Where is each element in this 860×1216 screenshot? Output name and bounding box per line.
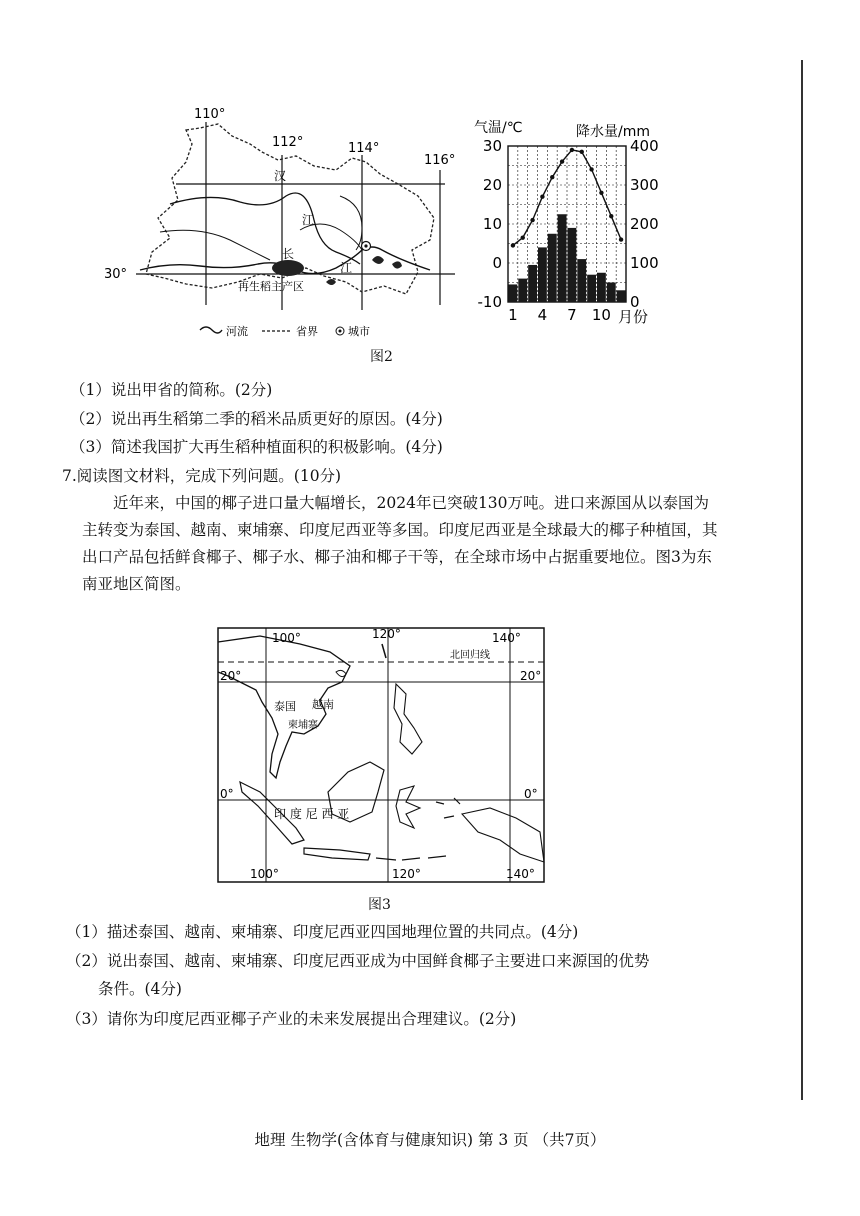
country-indonesia: 印 度 尼 西 亚 bbox=[274, 807, 350, 821]
ytick-right: 300 bbox=[630, 176, 659, 194]
temp-point-9 bbox=[589, 167, 593, 171]
region-label: 再生稻主产区 bbox=[238, 280, 304, 293]
ratoon-rice-area bbox=[272, 260, 304, 276]
ytick-left: 30 bbox=[482, 137, 502, 155]
q7-sub3: （3）请你为印度尼西亚椰子产业的未来发展提出合理建议。(2分) bbox=[66, 1010, 517, 1028]
han-river bbox=[170, 193, 360, 264]
q7-title: 7.阅读图文材料，完成下列问题。(10分) bbox=[62, 467, 342, 485]
temp-point-11 bbox=[609, 214, 613, 218]
precip-bar-3 bbox=[528, 265, 537, 302]
ytick-right: 400 bbox=[630, 137, 659, 155]
city-icon bbox=[362, 242, 371, 251]
temp-point-2 bbox=[521, 235, 525, 239]
svg-text:城市: 城市 bbox=[348, 325, 370, 338]
tributary-2 bbox=[300, 224, 362, 250]
ytick-left: 10 bbox=[482, 215, 502, 233]
lat-right-20: 20° bbox=[520, 669, 542, 683]
precip-bar-6 bbox=[558, 214, 567, 302]
lat-left-20: 20° bbox=[220, 669, 242, 683]
ytick-left: 0 bbox=[492, 254, 502, 272]
temp-point-3 bbox=[530, 218, 534, 222]
lon-label-110: 110° bbox=[194, 107, 226, 122]
chart-ylabel-left: 气温/℃ bbox=[474, 120, 523, 136]
ytick-left: 20 bbox=[482, 176, 502, 194]
country-thailand: 泰国 bbox=[274, 700, 296, 713]
precip-bar-9 bbox=[587, 275, 596, 302]
lon-label-114: 114° bbox=[348, 141, 380, 156]
figure3-caption: 图3 bbox=[368, 897, 391, 913]
lake-2 bbox=[392, 261, 402, 268]
q7-sub1: （1）描述泰国、越南、柬埔寨、印度尼西亚四国地理位置的共同点。(4分) bbox=[66, 923, 579, 941]
q6-sub2: （2）说出再生稻第二季的稻米品质更好的原因。(4分) bbox=[70, 410, 443, 428]
q7-sub2-cont: 条件。(4分) bbox=[98, 980, 182, 998]
ytick-right: 0 bbox=[630, 293, 640, 311]
temp-point-4 bbox=[540, 195, 544, 199]
precip-bar-8 bbox=[577, 259, 586, 302]
map-legend bbox=[200, 324, 370, 338]
svg-text:省界: 省界 bbox=[296, 325, 318, 338]
lon-top-140: 140° bbox=[492, 631, 521, 645]
country-vietnam: 越南 bbox=[312, 698, 334, 711]
lon-bottom-100: 100° bbox=[250, 867, 279, 881]
climate-chart bbox=[468, 112, 678, 332]
river-label-han: 汉 bbox=[274, 169, 287, 183]
tributary-1 bbox=[160, 230, 270, 260]
lon-bottom-120: 120° bbox=[392, 867, 421, 881]
ytick-right: 200 bbox=[630, 215, 659, 233]
lon-bottom-140: 140° bbox=[506, 867, 535, 881]
lat-label-30: 30° bbox=[104, 267, 128, 282]
temp-point-8 bbox=[580, 150, 584, 154]
ytick-left: -10 bbox=[477, 293, 502, 311]
svg-text:河流: 河流 bbox=[226, 325, 248, 338]
map-frame bbox=[218, 628, 544, 882]
lon-top-100: 100° bbox=[272, 631, 301, 645]
xtick: 1 bbox=[508, 306, 518, 324]
temp-point-12 bbox=[619, 237, 623, 241]
figure2-map bbox=[100, 100, 460, 345]
figure3-map bbox=[200, 622, 550, 890]
river-legend-icon bbox=[200, 327, 222, 333]
temp-point-6 bbox=[560, 159, 564, 163]
temp-point-1 bbox=[511, 243, 515, 247]
chart-xlabel: 月份 bbox=[618, 308, 649, 326]
binding-rule bbox=[801, 60, 803, 1100]
xtick: 10 bbox=[591, 306, 611, 324]
tropic-label: 北回归线 bbox=[450, 650, 490, 661]
precip-bar-12 bbox=[617, 290, 626, 302]
lon-label-116: 116° bbox=[424, 153, 456, 168]
lat-left-0: 0° bbox=[220, 787, 234, 801]
precip-bar-1 bbox=[509, 284, 518, 302]
xtick: 4 bbox=[537, 306, 548, 324]
q7-paragraph: 近年来，中国的椰子进口量大幅增长，2024年已突破130万吨。进口来源国从以泰国为主转变为泰国、越南、柬埔寨、印度尼西亚等多国。印度尼西亚是全球最大的椰子种植国，其出口产品包括鲜食椰子、椰子水、椰子油和椰子干等，在全球市场中占据重要地位。图3为东南亚地区简图。 bbox=[82, 494, 718, 593]
chart-ylabel-right: 降水量/mm bbox=[576, 124, 650, 140]
lon-label-112: 112° bbox=[272, 135, 304, 150]
temp-point-7 bbox=[570, 148, 574, 152]
ytick-right: 100 bbox=[630, 254, 659, 272]
lat-right-0: 0° bbox=[524, 787, 538, 801]
river-label-jiang2: 江 bbox=[340, 261, 353, 275]
precip-bar-5 bbox=[548, 234, 557, 302]
page-footer: 地理 生物学(含体育与健康知识) 第 3 页 （共7页） bbox=[254, 1131, 606, 1149]
temp-point-10 bbox=[599, 191, 603, 195]
precip-bar-2 bbox=[518, 279, 527, 302]
river-label-chang: 长 bbox=[282, 247, 295, 261]
precip-bar-7 bbox=[568, 228, 577, 302]
lake-3 bbox=[326, 279, 336, 285]
temp-point-5 bbox=[550, 175, 554, 179]
q6-sub3: （3）简述我国扩大再生稻种植面积的积极影响。(4分) bbox=[70, 438, 443, 456]
precip-bar-10 bbox=[597, 273, 606, 302]
q7-sub2: （2）说出泰国、越南、柬埔寨、印度尼西亚成为中国鲜食椰子主要进口来源国的优势 bbox=[66, 952, 650, 970]
lake-1 bbox=[372, 256, 384, 264]
country-cambodia: 柬埔寨 bbox=[288, 720, 318, 731]
tributary-3 bbox=[340, 196, 362, 250]
xtick: 7 bbox=[567, 306, 577, 324]
lon-top-120: 120° bbox=[372, 627, 401, 641]
q6-sub1: （1）说出甲省的简称。(2分) bbox=[70, 381, 273, 399]
precip-bar-4 bbox=[538, 247, 547, 302]
precip-bar-11 bbox=[607, 283, 616, 303]
river-label-jiang1: 江 bbox=[302, 213, 315, 227]
figure2-caption: 图2 bbox=[370, 349, 393, 365]
